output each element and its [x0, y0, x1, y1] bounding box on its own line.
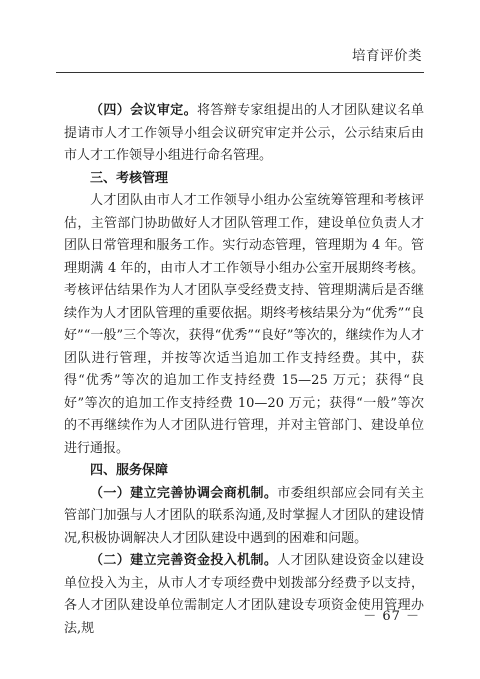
paragraph-text: 市委组织部应会同有关主管部门加强与人才团队的联系沟通,及时掌握人才团队的建设情况,积极协调解决人才团队建设中遇到的困难和问题。 [64, 485, 424, 546]
section-heading-service: 四、服务保障 [90, 463, 169, 478]
paragraph-lead: （二）建立完善资金投入机制。 [90, 553, 278, 568]
paragraph-assessment: 人才团队由市人才工作领导小组办公室统筹管理和考核评估，主管部门协助做好人才团队管理工作，建设单位负责人才团队日常管理和服务工作。实行动态管理，管理期为 4 年。管理期满 4 年的，由市人才工作领导小组办公室开展期终考核。考核评估结果作为人才团队享受经费支持、管理期满后是否继续作为人才团队管理的重要依据。期终考核结果分为“优秀”“良好”“一般”三个等次，获得“优秀”“良好”等次的，继续作为人才团队进行管理，并按等次适当追加工作支持经费。其中，获得“优秀”等次的追加工作支持经费 15—25 万元；获得“良好”等次的追加工作支持经费 10—20 万元；获得“一般”等次的不再继续作为人才团队进行管理，并对主管部门、建设单位进行通报。 [64, 193, 424, 456]
paragraph-meeting-review [64, 100, 424, 168]
paragraph-coordination [64, 483, 424, 551]
document-body [64, 100, 424, 640]
paragraph-lead: （一）建立完善协调会商机制。 [90, 485, 278, 501]
paragraph-text: 将答辩专家组提出的人才团队建议名单提请市人才工作领导小组会议研究审定并公示，公示结束后由市人才工作领导小组进行命名管理。 [64, 103, 424, 163]
paragraph-funding [64, 550, 424, 640]
paragraph-lead: （四）会议审定。 [90, 103, 197, 118]
running-header-category: 培育评价类 [352, 48, 422, 64]
page-number: － 67 － [363, 609, 420, 624]
paragraph-text: 人才团队建设资金以建设单位投入为主，从市人才专项经费中划拨部分经费予以支持，各人才团队建设单位需制定人才团队建设专项资金使用管理办法,规 [64, 553, 424, 636]
header-divider [56, 72, 424, 73]
section-heading-assessment: 三、考核管理 [90, 170, 169, 186]
